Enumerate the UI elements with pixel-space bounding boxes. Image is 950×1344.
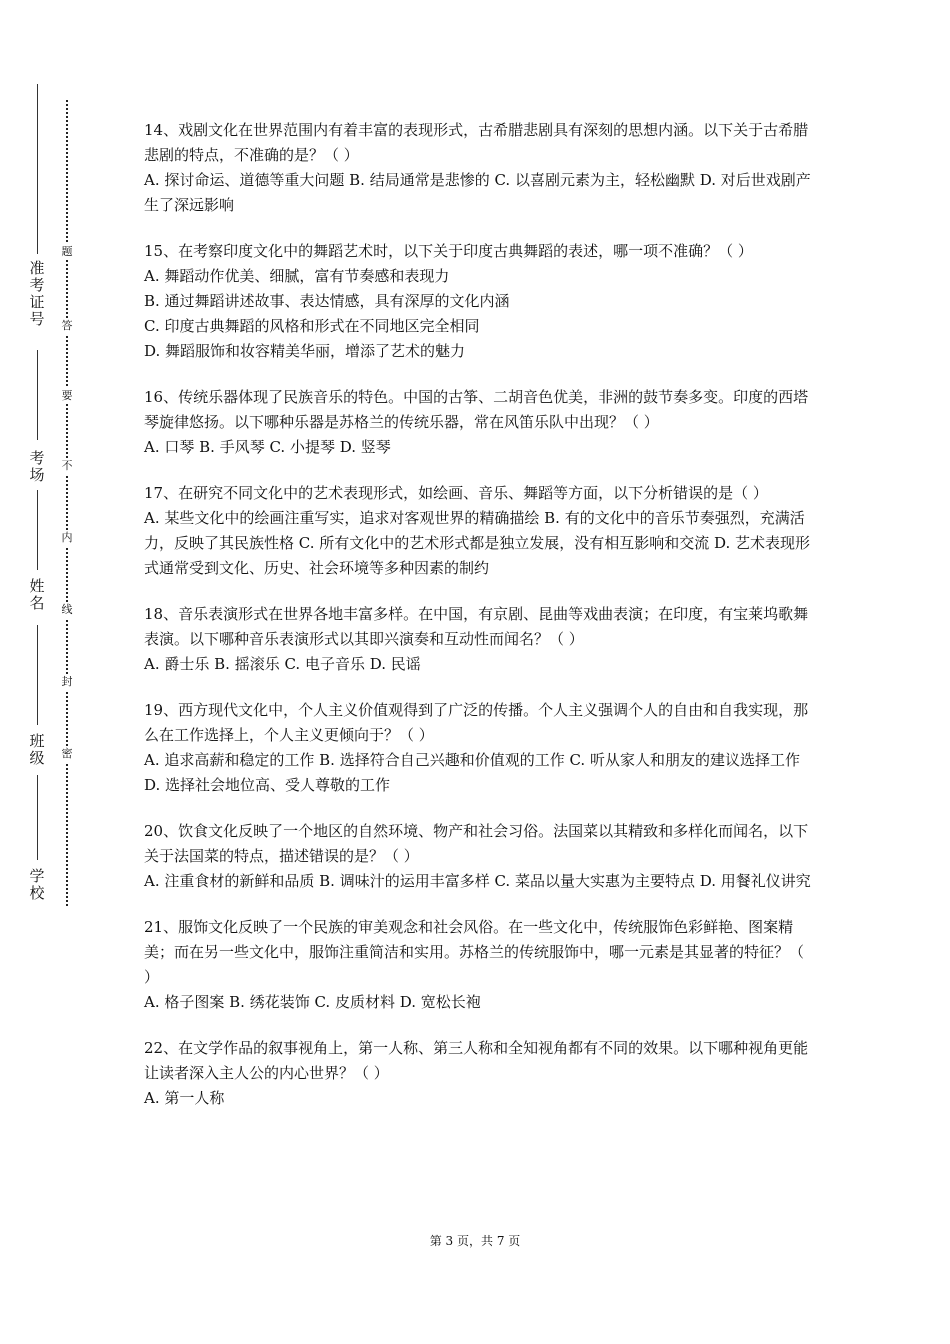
question-stem: 16、传统乐器体现了民族音乐的特色。中国的古筝、二胡音色优美，非洲的鼓节奏多变。印度的西塔琴旋律悠扬。以下哪种乐器是苏格兰的传统乐器，常在风笛乐队中出现？（ ） — [144, 388, 809, 431]
question-option: B. 通过舞蹈讲述故事、表达情感，具有深厚的文化内涵 — [144, 292, 510, 310]
fill-line-class — [37, 625, 38, 725]
seal-char: 内 — [58, 530, 76, 546]
question-stem: 14、戏剧文化在世界范围内有着丰富的表现形式，古希腊悲剧具有深刻的思想内涵。以下关于古希腊悲剧的特点，不准确的是？（ ） — [144, 121, 809, 164]
question-19 — [144, 698, 814, 798]
question-stem: 15、在考察印度文化中的舞蹈艺术时，以下关于印度古典舞蹈的表述，哪一项不准确？（ ） — [144, 242, 753, 260]
question-16 — [144, 385, 814, 460]
question-option: C. 印度古典舞蹈的风格和形式在不同地区完全相同 — [144, 317, 480, 335]
question-20 — [144, 819, 814, 894]
question-17 — [144, 481, 814, 581]
margin-label-exam-room: 考场 — [29, 449, 45, 484]
question-stem: 18、音乐表演形式在世界各地丰富多样。在中国，有京剧、昆曲等戏曲表演；在印度，有宝莱坞歌舞表演。以下哪种音乐表演形式以其即兴演奏和互动性而闻名？（ ） — [144, 605, 809, 648]
fill-line-exam-id — [37, 84, 38, 254]
question-15 — [144, 239, 814, 364]
question-option: A. 舞蹈动作优美、细腻，富有节奏感和表现力 — [144, 267, 450, 285]
seal-char: 线 — [58, 602, 76, 618]
seal-char: 不 — [58, 458, 76, 474]
question-stem: 17、在研究不同文化中的艺术表现形式，如绘画、音乐、舞蹈等方面，以下分析错误的是（ ） — [144, 484, 768, 502]
question-stem: 21、服饰文化反映了一个民族的审美观念和社会风俗。在一些文化中，传统服饰色彩鲜艳、图案精美；而在另一些文化中，服饰注重简洁和实用。苏格兰的传统服饰中，哪一元素是其显著的特征？（ ） — [144, 918, 805, 986]
question-options: A. 格子图案 B. 绣花装饰 C. 皮质材料 D. 宽松长袍 — [144, 993, 481, 1011]
question-options: A. 第一人称 — [144, 1089, 225, 1107]
seal-char: 要 — [58, 388, 76, 404]
question-options: A. 口琴 B. 手风琴 C. 小提琴 D. 竖琴 — [144, 438, 391, 456]
question-21 — [144, 915, 814, 1015]
question-stem: 19、西方现代文化中，个人主义价值观得到了广泛的传播。个人主义强调个人的自由和自我实现，那么在工作选择上，个人主义更倾向于？（ ） — [144, 701, 809, 744]
margin-label-school: 学校 — [29, 867, 45, 902]
seal-char: 题 — [58, 244, 76, 260]
question-options: A. 注重食材的新鲜和品质 B. 调味汁的运用丰富多样 C. 菜品以量大实惠为主要特点 D. 用餐礼仪讲究 — [144, 872, 811, 890]
margin-label-exam-id: 准考证号 — [29, 259, 45, 328]
question-stem: 20、饮食文化反映了一个地区的自然环境、物产和社会习俗。法国菜以其精致和多样化而闻名，以下关于法国菜的特点，描述错误的是？（ ） — [144, 822, 809, 865]
question-options: A. 追求高薪和稳定的工作 B. 选择符合自己兴趣和价值观的工作 C. 听从家人和朋友的建议选择工作 D. 选择社会地位高、受人尊敬的工作 — [144, 751, 800, 794]
question-options: A. 探讨命运、道德等重大问题 B. 结局通常是悲惨的 C. 以喜剧元素为主，轻松幽默 D. 对后世戏剧产生了深远影响 — [144, 171, 811, 214]
margin-label-class: 班级 — [29, 732, 45, 767]
seal-char: 密 — [58, 746, 76, 762]
question-stem: 22、在文学作品的叙事视角上，第一人称、第三人称和全知视角都有不同的效果。以下哪种视角更能让读者深入主人公的内心世界？（ ） — [144, 1039, 809, 1082]
fill-line-name — [37, 490, 38, 570]
question-list — [144, 118, 814, 1132]
seal-char: 封 — [58, 674, 76, 690]
question-18 — [144, 602, 814, 677]
question-options: A. 爵士乐 B. 摇滚乐 C. 电子音乐 D. 民谣 — [144, 655, 421, 673]
question-option: D. 舞蹈服饰和妆容精美华丽，增添了艺术的魅力 — [144, 342, 466, 360]
question-options: A. 某些文化中的绘画注重写实，追求对客观世界的精确描绘 B. 有的文化中的音乐节奏强烈，充满活力，反映了其民族性格 C. 所有文化中的艺术形式都是独立发展，没有相互影响和交流 D. 艺术表现形式通常受到文化、历史、社会环境等多种因素的制约 — [144, 509, 811, 577]
fill-line-school — [37, 775, 38, 860]
fill-line-exam-room — [37, 350, 38, 440]
binding-margin — [0, 0, 110, 1344]
question-14 — [144, 118, 814, 218]
page-footer: 第 3 页，共 7 页 — [429, 1234, 521, 1248]
seal-char: 答 — [58, 318, 76, 334]
margin-label-name: 姓名 — [29, 577, 45, 612]
seal-line — [66, 100, 68, 906]
question-22 — [144, 1036, 814, 1111]
